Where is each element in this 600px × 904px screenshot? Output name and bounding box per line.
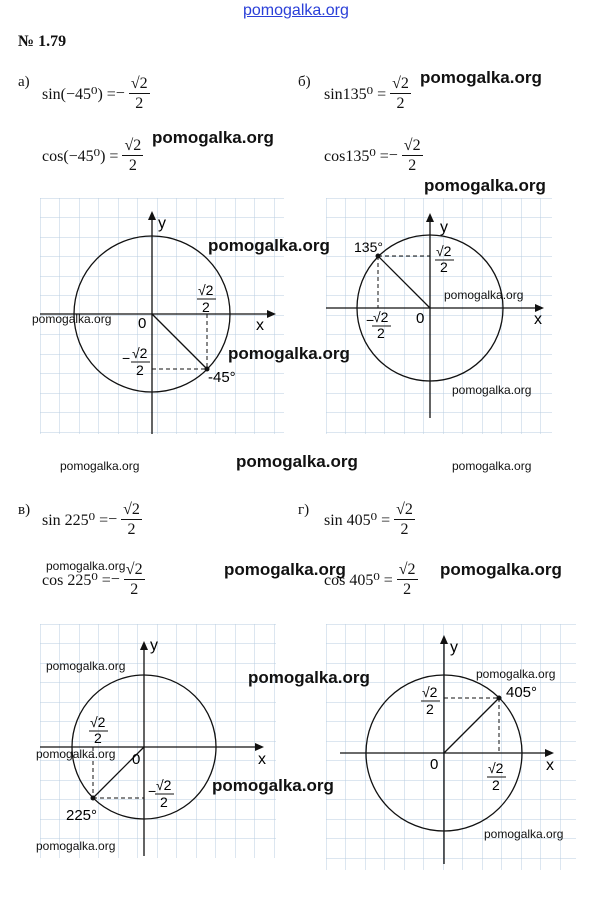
- frac-sign: −: [122, 350, 131, 366]
- watermark: pomogalka.org: [420, 68, 542, 87]
- angle-label: 225°: [66, 807, 98, 824]
- angle-point: [497, 696, 502, 701]
- fraction: [402, 138, 423, 174]
- part-c-label: в): [18, 502, 31, 518]
- watermark: pomogalka.org: [212, 776, 334, 795]
- denominator: 2: [403, 581, 412, 598]
- frac-den: 2: [426, 701, 434, 717]
- frac-sign: −: [366, 312, 375, 328]
- frac-den: 2: [136, 362, 144, 378]
- watermark: pomogalka.org: [152, 128, 274, 147]
- frac-num: √2: [198, 282, 214, 298]
- part-b-sin-formula: [324, 76, 411, 112]
- watermark: pomogalka.org: [36, 839, 116, 853]
- formula-lhs: sin 405⁰ =: [324, 512, 391, 529]
- formula-sign: −: [110, 571, 120, 588]
- frac-num: √2: [132, 345, 148, 361]
- formula-sign: −: [115, 85, 125, 102]
- watermark: pomogalka.org: [440, 560, 562, 579]
- part-b-label: б): [298, 74, 311, 90]
- watermark: pomogalka.org: [60, 459, 140, 473]
- frac-den: 2: [440, 259, 448, 275]
- watermark: pomogalka.org: [248, 668, 370, 687]
- numerator: √2: [403, 137, 421, 154]
- fraction: [122, 138, 143, 174]
- origin-label: 0: [416, 310, 425, 327]
- part-c-sin-formula: [42, 502, 142, 538]
- figure-b: [326, 198, 552, 434]
- formula-lhs: sin135⁰ =: [324, 86, 387, 103]
- y-label: y: [440, 219, 448, 236]
- part-a-label: а): [18, 74, 30, 90]
- denominator: 2: [128, 157, 137, 174]
- angle-label: 135°: [354, 239, 383, 255]
- frac-num: √2: [436, 243, 452, 259]
- part-b-cos-formula: [324, 138, 423, 174]
- part-d-label: г): [298, 502, 310, 518]
- frac-den: 2: [377, 325, 385, 341]
- frac-num: √2: [373, 309, 389, 325]
- frac-num: √2: [90, 714, 106, 730]
- part-a-cos-formula: [42, 138, 143, 174]
- frac-num: √2: [156, 777, 172, 793]
- fraction: [129, 76, 150, 112]
- watermark: pomogalka.org: [228, 344, 350, 363]
- x-label: x: [534, 311, 542, 328]
- fraction: [121, 502, 142, 538]
- origin-label: 0: [138, 315, 147, 332]
- frac-num: √2: [488, 760, 504, 776]
- denominator: 2: [130, 581, 139, 598]
- part-a-sin-formula: [42, 76, 150, 112]
- frac-den: 2: [202, 299, 210, 315]
- watermark: pomogalka.org: [32, 312, 112, 326]
- watermark: pomogalka.org: [46, 659, 126, 673]
- part-d-sin-formula: [324, 502, 415, 538]
- frac-den: 2: [160, 794, 168, 810]
- watermark: pomogalka.org: [224, 560, 346, 579]
- formula-lhs: sin(−45⁰) =: [42, 86, 116, 103]
- frac-den: 2: [94, 730, 102, 746]
- grid: [326, 198, 552, 434]
- watermark: pomogalka.org: [424, 176, 546, 195]
- denominator: 2: [408, 157, 417, 174]
- frac-sign: −: [148, 783, 157, 799]
- origin-label: 0: [430, 756, 439, 773]
- watermark: pomogalka.org: [36, 747, 116, 761]
- problem-number: № 1.79: [18, 33, 67, 50]
- numerator: √2: [123, 501, 140, 518]
- watermark: pomogalka.org: [452, 383, 532, 397]
- frac-num: √2: [422, 684, 438, 700]
- watermark: pomogalka.org: [444, 288, 524, 302]
- formula-lhs: cos135⁰ =: [324, 148, 389, 165]
- origin-label: 0: [132, 751, 141, 768]
- y-label: y: [150, 637, 158, 654]
- formula-sign: −: [388, 147, 398, 164]
- fraction: [394, 502, 415, 538]
- fraction: [124, 562, 145, 598]
- fraction: [397, 562, 418, 598]
- denominator: 2: [396, 95, 405, 112]
- y-label: y: [158, 215, 166, 232]
- denominator: 2: [135, 95, 144, 112]
- angle-label: 405°: [506, 684, 538, 701]
- site-link[interactable]: pomogalka.org: [243, 2, 349, 19]
- frac-den: 2: [492, 777, 500, 793]
- watermark: pomogalka.org: [236, 452, 358, 471]
- watermark: pomogalka.org: [46, 559, 126, 573]
- watermark: pomogalka.org: [484, 827, 564, 841]
- formula-lhs: sin 225⁰ =: [42, 512, 109, 529]
- numerator: √2: [396, 501, 413, 518]
- denominator: 2: [400, 521, 409, 538]
- formula-lhs: cos(−45⁰) =: [42, 148, 119, 165]
- watermark: pomogalka.org: [476, 667, 556, 681]
- fraction: [390, 76, 411, 112]
- angle-label: -45°: [208, 369, 236, 386]
- denominator: 2: [127, 521, 136, 538]
- x-label: x: [258, 751, 266, 768]
- numerator: √2: [125, 561, 143, 578]
- numerator: √2: [130, 75, 148, 92]
- numerator: √2: [398, 561, 416, 578]
- angle-point: [91, 796, 96, 801]
- x-label: x: [256, 317, 264, 334]
- formula-lhs: cos 405⁰ =: [324, 572, 393, 589]
- y-label: y: [450, 639, 458, 656]
- formula-sign: −: [108, 511, 118, 528]
- numerator: √2: [392, 75, 409, 92]
- x-label: x: [546, 757, 554, 774]
- watermark: pomogalka.org: [208, 236, 330, 255]
- watermark: pomogalka.org: [452, 459, 532, 473]
- formula-lhs: cos 225⁰ =: [42, 572, 111, 589]
- numerator: √2: [124, 137, 142, 154]
